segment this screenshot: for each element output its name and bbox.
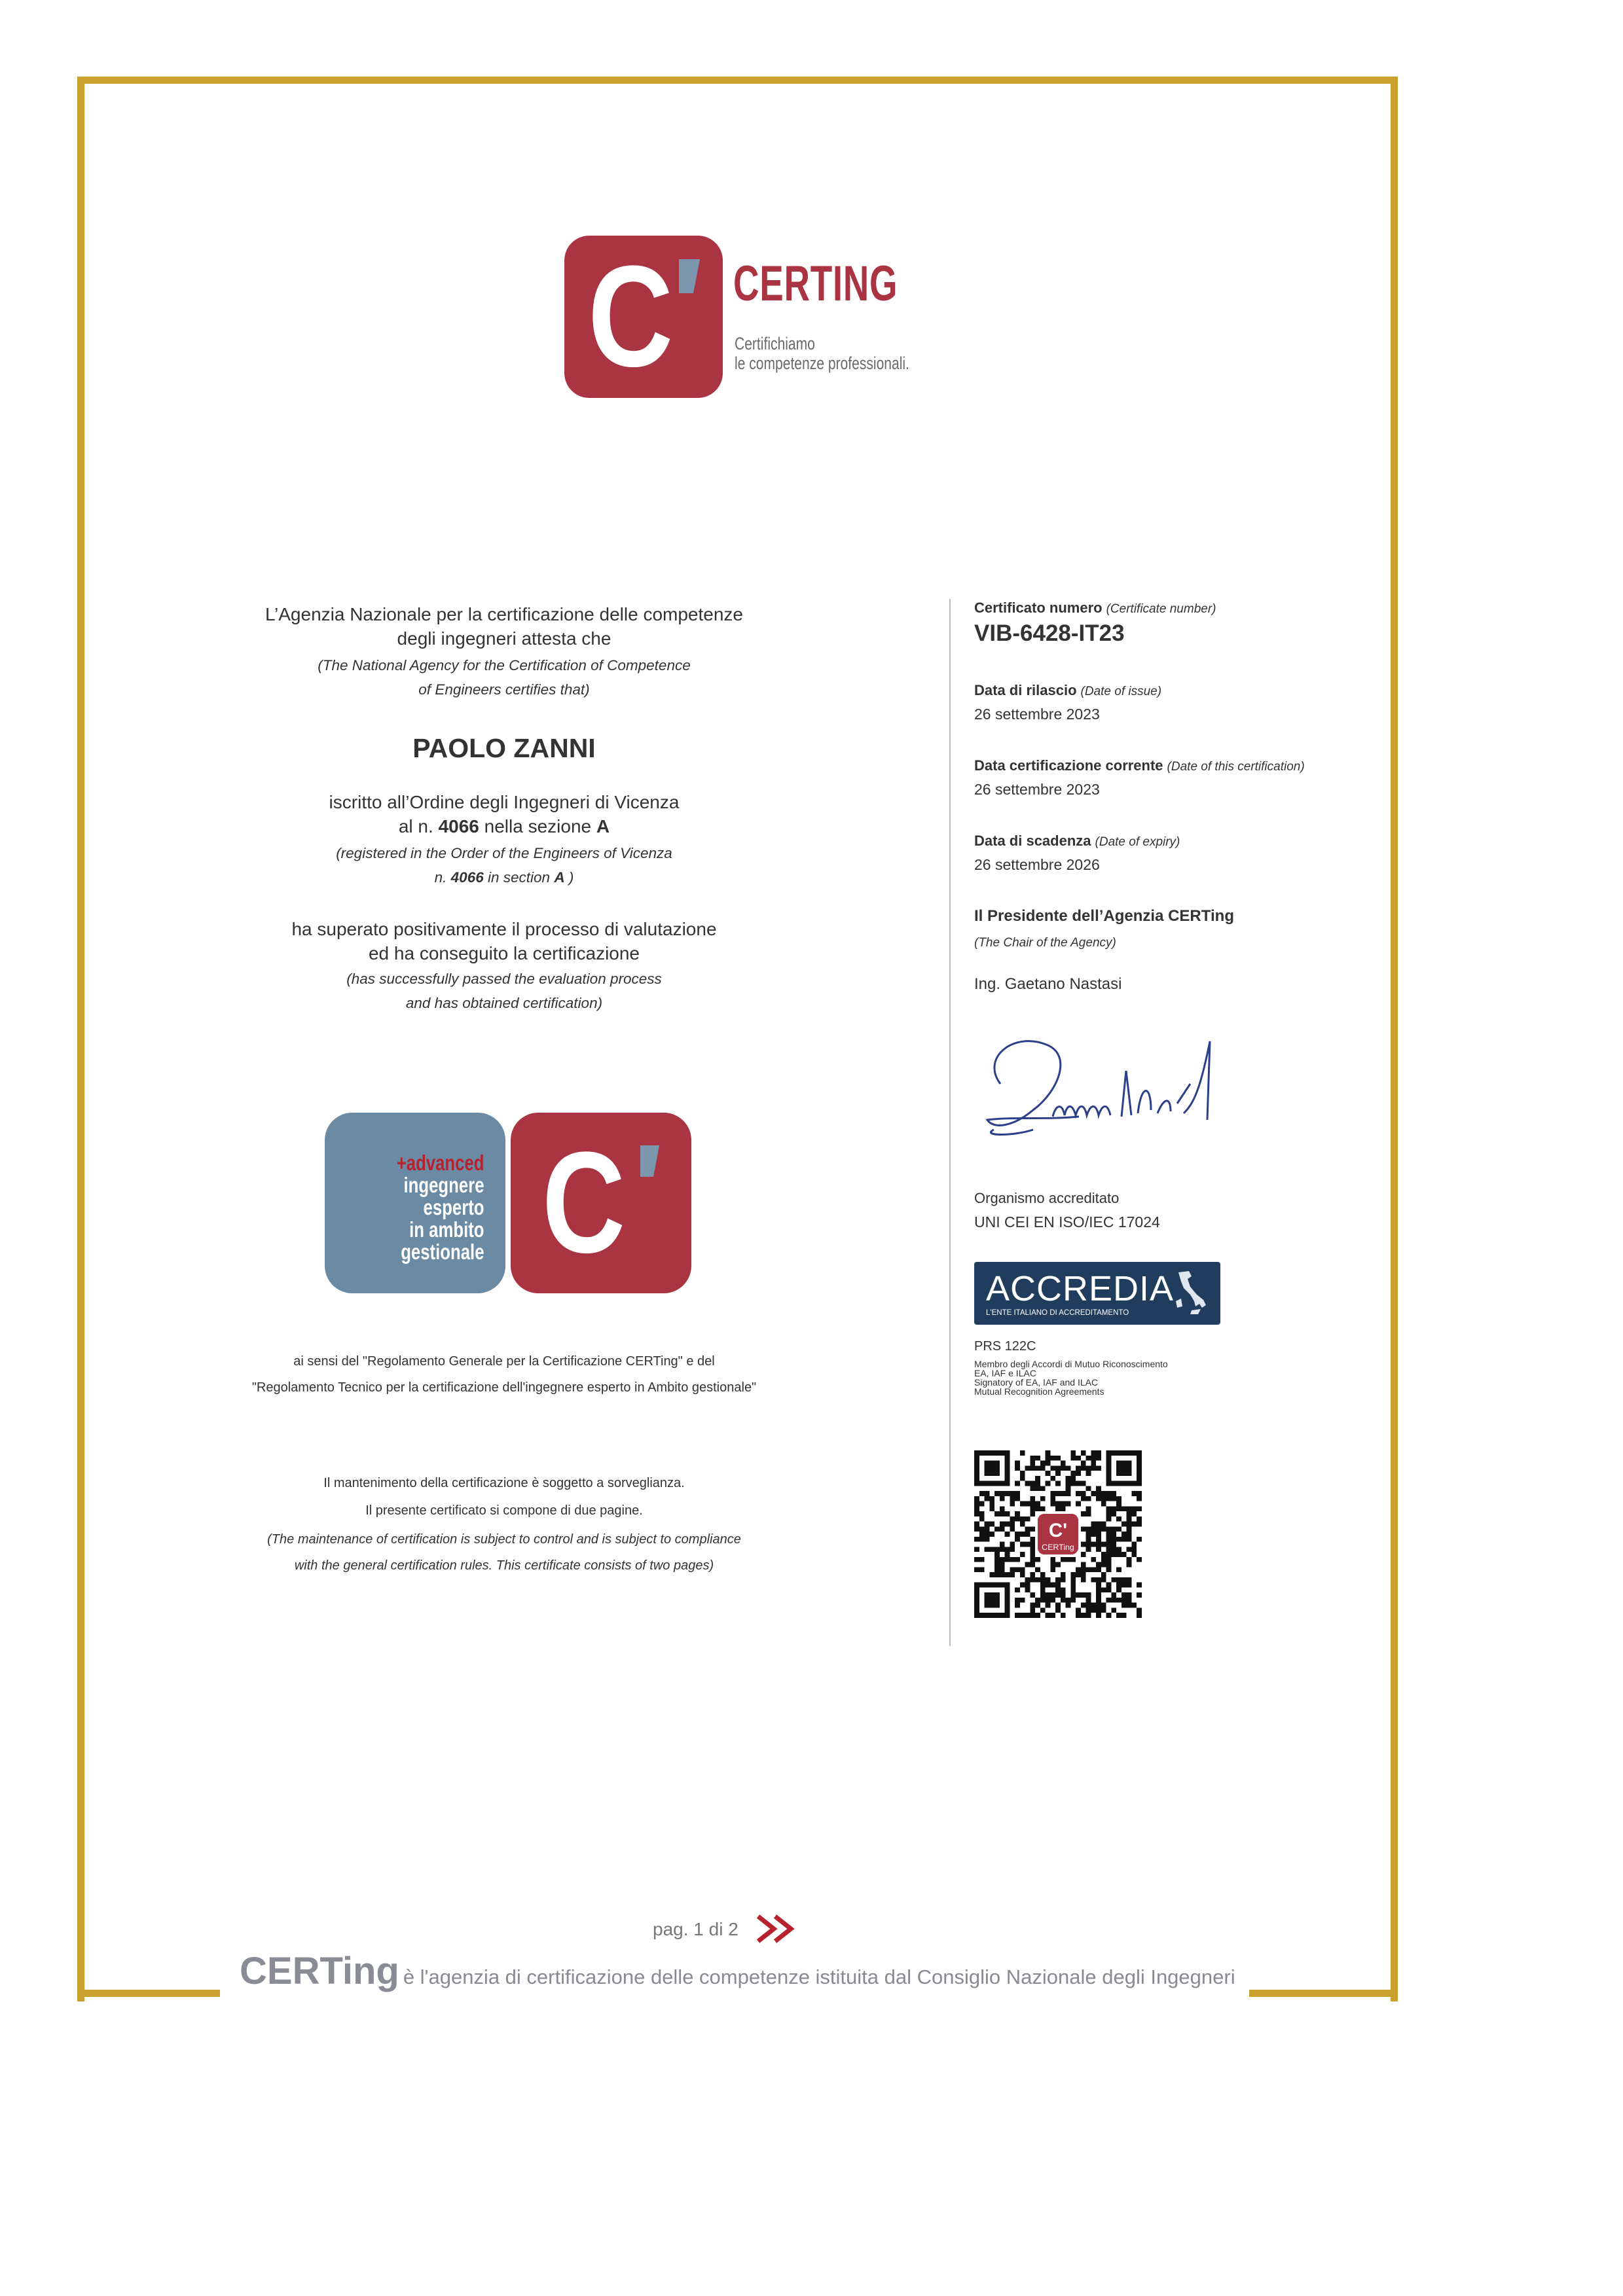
accreditation-standard: UNI CEI EN ISO/IEC 17024: [974, 1213, 1160, 1230]
footer: [240, 1949, 1235, 1993]
registration-number: 4066: [438, 816, 479, 836]
svg-text:C': C': [1048, 1519, 1068, 1541]
footer-brand: CERTing: [240, 1950, 399, 1992]
evaluation-it-line-2: ed ha conseguito la certificazione: [368, 943, 640, 963]
evaluation-en-line-2: and has obtained certification): [405, 995, 603, 1011]
certification-badges: [325, 1113, 691, 1296]
column-divider: [949, 599, 951, 1646]
gold-frame-bottom-left: [77, 1990, 220, 1997]
certing-logo-tagline: Certifichiamo le competenze professionali.: [735, 334, 909, 373]
certificate-body: [210, 602, 799, 1015]
intro-en-line-1: (The National Agency for the Certification of Competence: [318, 657, 691, 673]
intro-it-line-1: L’Agenzia Nazionale per la certificazione delle competenze: [265, 604, 743, 624]
double-chevron-right-icon[interactable]: [753, 1912, 805, 1945]
registration-it-line-2: al n. 4066 nella sezione A: [398, 816, 610, 836]
current-date: 26 settembre 2023: [974, 781, 1100, 798]
prs-code: PRS 122C: [974, 1339, 1036, 1354]
registration-section: A: [596, 816, 610, 836]
mra-block: PRS 122C Membro degli Accordi di Mutuo Riconoscimento EA, IAF e ILAC Signatory of EA, IAF and ILAC Mutual Recognition Agreements: [974, 1339, 1168, 1397]
qr-code[interactable]: [974, 1450, 1142, 1618]
certing-c-badge: C: [511, 1113, 691, 1293]
evaluation-it-line-1: ha superato positivamente il processo di valutazione: [291, 919, 717, 939]
expiry-date-block: Data di scadenza (Date of expiry) 26 settembre 2026: [974, 833, 1180, 873]
advanced-badge: +advanced ingegnere esperto in ambito gestionale: [325, 1113, 505, 1293]
certing-logo-mark: C: [564, 236, 723, 398]
intro-it-line-2: degli ingegneri attesta che: [397, 628, 611, 649]
issue-date: 26 settembre 2023: [974, 706, 1100, 723]
maintenance-text: [210, 1469, 799, 1579]
gold-frame-bottom-right: [1249, 1990, 1391, 1997]
expiry-date: 26 settembre 2026: [974, 856, 1100, 873]
certificate-number: VIB-6428-IT23: [974, 620, 1125, 646]
accreditation-block: Organismo accreditato UNI CEI EN ISO/IEC 17024: [974, 1190, 1160, 1230]
maintenance-it-line-1: Il mantenimento della certificazione è soggetto a sorveglianza.: [323, 1476, 685, 1490]
accredia-logo: ACCREDIA L'ENTE ITALIANO DI ACCREDITAMENTO: [974, 1262, 1220, 1325]
maintenance-en-line-2: with the general certification rules. This certificate consists of two pages): [294, 1558, 714, 1573]
issue-date-block: Data di rilascio (Date of issue) 26 settembre 2023: [974, 682, 1162, 723]
president-label: Il Presidente dell’Agenzia CERTing: [974, 907, 1234, 925]
president-name: Ing. Gaetano Nastasi: [974, 975, 1122, 993]
signature: [974, 1005, 1230, 1162]
current-date-block: Data certificazione corrente (Date of this certification) 26 settembre 2023: [974, 757, 1305, 798]
certificate-number-block: Certificato numero (Certificate number) VIB-6428-IT23: [974, 600, 1216, 646]
svg-text:CERTing: CERTing: [1042, 1543, 1074, 1552]
regulations-text: [210, 1348, 799, 1401]
maintenance-en-line-1: (The maintenance of certification is subject to control and is subject to compliance: [267, 1532, 741, 1547]
italy-map-icon: [1172, 1268, 1211, 1316]
president-block: [974, 907, 1234, 994]
page-indicator: pag. 1 di 2: [653, 1919, 739, 1939]
holder-name: PAOLO ZANNI: [412, 733, 596, 763]
registration-it-line-1: iscritto all’Ordine degli Ingegneri di Vicenza: [329, 792, 680, 812]
certing-logo-wordmark: CERTING: [733, 256, 898, 312]
maintenance-it-line-2: Il presente certificato si compone di due pagine.: [365, 1503, 643, 1518]
certing-logo: [564, 236, 909, 399]
registration-en-line-2: n. 4066 in section A ): [434, 869, 574, 886]
registration-en-line-1: (registered in the Order of the Engineers of Vicenza: [336, 845, 672, 861]
footer-text: è l'agenzia di certificazione delle competenze istituita dal Consiglio Nazionale degli Ingegneri: [403, 1965, 1235, 1988]
regulations-line-2: "Regolamento Tecnico per la certificazione dell'ingegnere esperto in Ambito gestionale": [251, 1380, 757, 1395]
president-label-en: (The Chair of the Agency): [974, 936, 1116, 950]
intro-en-line-2: of Engineers certifies that): [418, 681, 590, 698]
evaluation-en-line-1: (has successfully passed the evaluation process: [346, 971, 662, 987]
regulations-line-1: ai sensi del "Regolamento Generale per la Certificazione CERTing" e del: [293, 1354, 715, 1369]
